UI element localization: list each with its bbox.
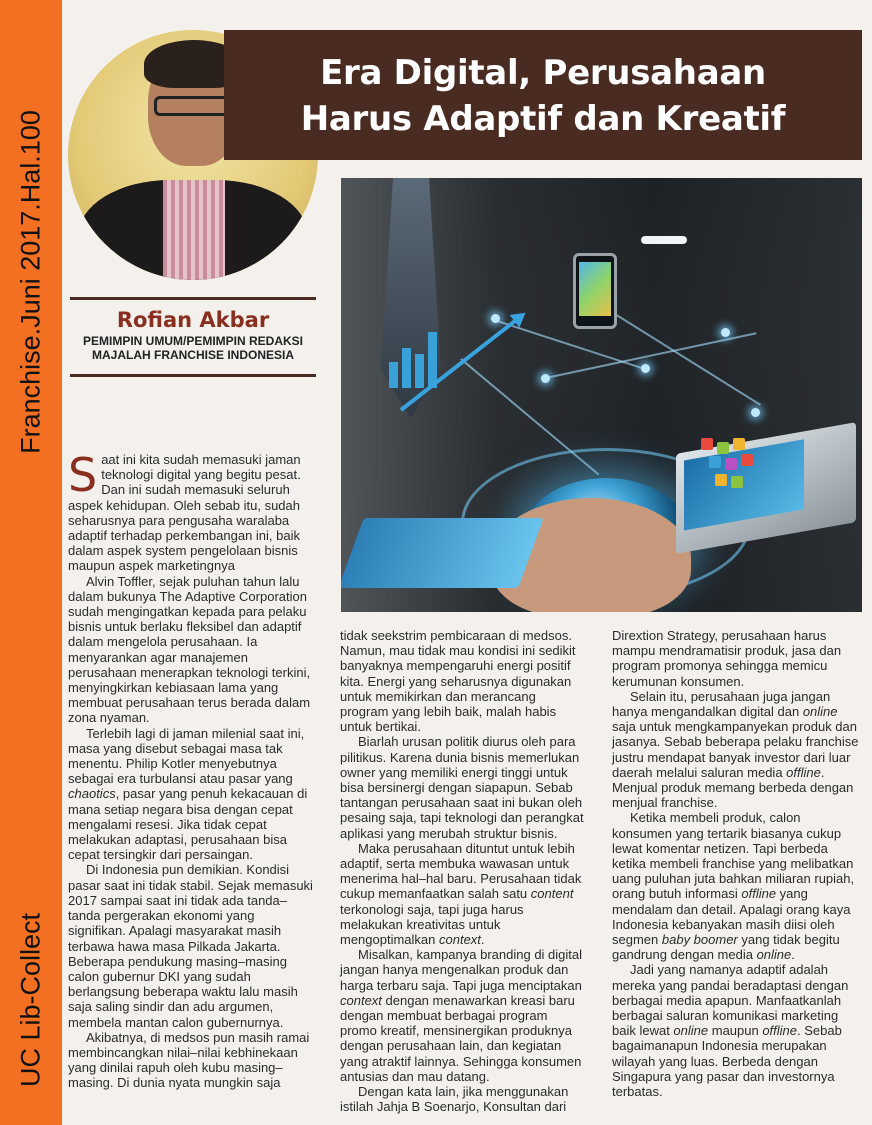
paragraph: Maka perusahaan dituntut untuk lebih adaptif, serta membuka wawasan untuk menerima hal–hal baru. Perusahaan tidak cukup memanfaatkan salah satu content terkonologi saja, tapi juga harus melakukan kreativitas untuk mengoptimalkan context. xyxy=(340,840,582,948)
tablet-icon xyxy=(341,518,544,588)
side-strip xyxy=(0,0,62,1125)
hero-illustration xyxy=(341,178,862,612)
side-label-collection: UC Lib-Collect xyxy=(15,912,46,1088)
paragraph: Di Indonesia pun demikian. Kondisi pasar saat ini tidak stabil. Sejak memasuki 2017 sampai saat ini tidak ada tanda–tanda pergerakan ekonomi yang signifikan. Apalagi masyarakat masih terbawa hawa masa Pilkada Jakarta. Beberapa pendukung masing–masing calon gubernur DKI yang sudah berlangsung beberapa waktu lalu masih saja saling sindir dan adu argumen, membela mantan calon gubernurnya. xyxy=(68,862,313,1030)
article-column-3 xyxy=(612,628,862,1099)
paragraph: Alvin Toffler, sejak puluhan tahun lalu dalam bukunya The Adaptive Corporation sudah mengingatkan kepada para pelaku bisnis untuk berlaku fleksibel dan adaptif dalam mengelola perusahaan. Ia menyarankan agar manajemen perusahaan menerapkan teknologi terkini, menyingkirkan kebiasaan lama yang membuat perusahaan terus berada dalam zona nyaman. xyxy=(68,573,311,726)
article-title xyxy=(224,50,862,142)
paragraph: Dengan kata lain, jika menggunakan istilah Jahja B Soenarjo, Konsultan dari xyxy=(340,1084,569,1115)
author-role-line-1: PEMIMPIN UMUM/PEMIMPIN REDAKSI xyxy=(82,334,303,348)
paragraph: Terlebih lagi di jaman milenial saat ini, masa yang disebut sebagai masa tak menentu. Philip Kotler menyebutnya sebagai era turbulansi atau pasar yang chaotics, pasar yang penuh kekacauan di mana setiap negara bisa dengan cepat mengalami resesi. Jika tidak cepat melakukan adaptasi, perusahaan bisa cepat tersingkir dari persaingan. xyxy=(68,725,308,863)
portrait-glasses xyxy=(154,96,234,116)
paragraph: tidak seekstrim pembicaraan di medsos. Namun, mau tidak mau kondisi ini sedikit banyaknya mempengaruhi energi positif kita. Energi yang seharusnya digunakan untuk memikirkan dan merancang program yang lebih baik, malah habis untuk bertikai. xyxy=(340,628,576,735)
author-name: Rofian Akbar xyxy=(116,308,270,332)
paragraph: Akibatnya, di medsos pun masih ramai membincangkan nilai–nilai kebhinekaan yang dinilai rapuh oleh kubu masing–masing. Di dunia nyata mungkin saja xyxy=(68,1029,310,1091)
paragraph: Selain itu, perusahaan juga jangan hanya mengandalkan digital dan online saja untuk mengkampanyekan produk dan jasanya. Sebab beberapa pelaku franchise justru mendapat banyak investor dari luar daerah melalui saluran media offline. Menjual produk memang berbeda dengan menjual franchise. xyxy=(612,688,859,811)
article-column-1 xyxy=(68,448,314,1091)
paragraph: Saat ini kita sudah memasuki jaman teknologi digital yang begitu pesat. Dan ini sudah memasuki seluruh aspek kehidupan. Oleh sebab itu, sudah seharusnya para pengusaha waralaba adaptif terhadap perkembangan ini, baik dalam aspek system pengelolaan bisnis maupun aspek marketingnya xyxy=(68,448,301,574)
paragraph: Biarlah urusan politik diurus oleh para pilitikus. Karena dunia bisnis memerlukan owner yang memiliki energi tinggi untuk bisa bersinergi dengan siapapun. Sebab tantangan perusahaan saat ini bukan oleh pesaing saja, tapi teknologi dan perangkat aplikasi yang merubah struktur bisnis. xyxy=(340,734,584,841)
paragraph: Misalkan, kampanya branding di digital jangan hanya mengenalkan produk dan harga terbaru saja. Tapi juga menciptakan context dengan menawarkan kreasi baru dengan membuat berbagai program promo kreatif, mensinergikan produknya dengan perusahaan lain, dan kegiatan yang atraktif lainnya. Sehingga konsumen antusias dan mau datang. xyxy=(340,947,583,1084)
portrait-shirt xyxy=(163,180,225,280)
network-node xyxy=(491,314,500,323)
network-node xyxy=(541,374,550,383)
author-rule-top xyxy=(70,297,316,300)
airplane-icon xyxy=(641,236,687,244)
drop-cap: S xyxy=(68,448,98,502)
network-node xyxy=(641,364,650,373)
paragraph: Jadi yang namanya adaptif adalah mereka yang pandai beradaptasi dengan berbagai media apapun. Manfaatkanlah berbagai saluran komunikasi marketing baik lewat online maupun offline. Sebab bagaimanapun Indonesia merupakan wilayah yang luas. Berbeda dengan Singapura yang pasar dan investornya terbatas. xyxy=(612,962,849,1100)
title-line-1: Era Digital, Perusahaan xyxy=(320,53,766,93)
smartphone-icon xyxy=(573,253,617,329)
article-column-2 xyxy=(340,628,585,1115)
network-node xyxy=(721,328,730,337)
paragraph: Dirextion Strategy, perusahaan harus mampu mendramatisir produk, jasa dan program promonya sehingga memicu kerumunan konsumen. xyxy=(612,628,842,689)
side-label-source: Franchise.Juni 2017.Hal.100 xyxy=(15,110,46,454)
app-tiles-icon xyxy=(701,438,781,518)
author-role-line-2: MAJALAH FRANCHISE INDONESIA xyxy=(91,348,294,362)
title-line-2: Harus Adaptif dan Kreatif xyxy=(300,99,786,139)
paragraph: Ketika membeli produk, calon konsumen yang tertarik biasanya cukup lewat komentar netizen. Tapi berbeda ketika membeli franchise yang melibatkan uang puluhan juta bahkan miliaran rupiah, orang butuh informasi offline yang mendalam dan detail. Apalagi orang kaya Indonesia kebanyakan masih diisi oleh segmen baby boomer yang tidak begitu gandrung dengan media online. xyxy=(612,810,855,963)
title-banner xyxy=(224,30,862,160)
network-node xyxy=(751,408,760,417)
author-rule-bottom xyxy=(70,374,316,377)
